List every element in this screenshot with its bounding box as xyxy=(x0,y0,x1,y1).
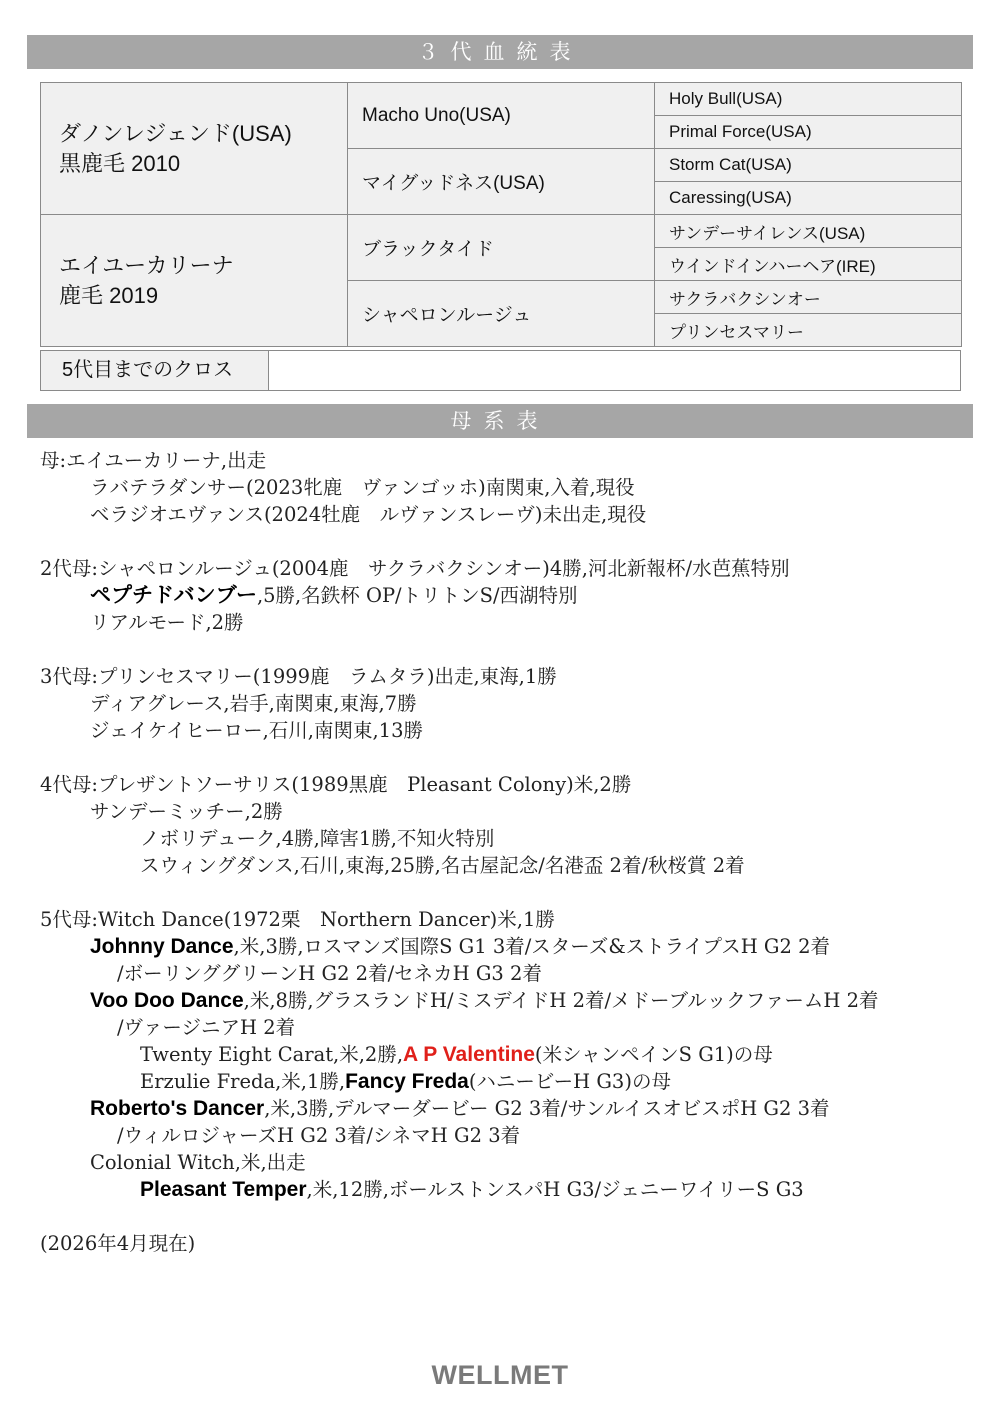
family-line-text: ,米,8勝,グラスランドH/ミスデイドH 2着/メドーブルックファームH 2着 xyxy=(243,989,879,1012)
family-line: ノボリデューク,4勝,障害1勝,不知火特別 xyxy=(140,827,495,850)
sire-name: ダノンレジェンド(USA) xyxy=(59,120,292,146)
family-line: 3代母:プリンセスマリー(1999鹿 ラムタラ)出走,東海,1勝 xyxy=(40,665,557,688)
family-line xyxy=(40,933,980,960)
family-line-text: (米シャンペインS G1)の母 xyxy=(534,1043,773,1066)
family-line: ジェイケイヒーロー,石川,南関東,13勝 xyxy=(90,719,423,742)
dam-sire-dam-cell: ウインドインハーヘア(IRE) xyxy=(655,248,962,281)
family-line xyxy=(40,1041,980,1068)
sire-dam-sire-cell: Storm Cat(USA) xyxy=(655,149,962,182)
dam-cell xyxy=(41,215,348,347)
family-line: サンデーミッチー,2勝 xyxy=(90,800,283,823)
dam-dam-cell: シャペロンルージュ xyxy=(348,281,655,347)
family-table xyxy=(40,447,980,1257)
family-line xyxy=(40,1068,980,1095)
highlighted-name: A P Valentine xyxy=(403,1043,535,1066)
family-line-text: Erzulie Freda,米,1勝, xyxy=(140,1070,346,1093)
sire-cell xyxy=(41,83,348,215)
family-line: リアルモード,2勝 xyxy=(90,611,244,634)
family-line: 4代母:プレザントソーサリス(1989黒鹿 Pleasant Colony)米,2勝 xyxy=(40,773,632,796)
family-line-text: (ハニービーH G3)の母 xyxy=(468,1070,671,1093)
sire-sire-dam-cell: Primal Force(USA) xyxy=(655,116,962,149)
dam-sire-sire-cell: サンデーサイレンス(USA) xyxy=(655,215,962,248)
pedigree-table xyxy=(40,82,962,347)
black-type-name: Roberto's Dancer xyxy=(90,1097,265,1120)
family-line: 母:エイユーカリーナ,出走 xyxy=(40,449,267,472)
family-line: /ボーリンググリーンH G2 2着/セネカH G3 2着 xyxy=(117,962,542,985)
pedigree-section-header: ３代血統表 xyxy=(27,35,973,69)
family-line-text: ,5勝,名鉄杯 OP/トリトンS/西湖特別 xyxy=(256,584,578,607)
family-section-header: 母系表 xyxy=(27,404,973,438)
black-type-name: Fancy Freda xyxy=(345,1070,469,1093)
family-line-text: ,米,3勝,ロスマンズ国際S G1 3着/スターズ&ストライプスH G2 2着 xyxy=(233,935,831,958)
dam-dam-dam-cell: プリンセスマリー xyxy=(655,314,962,347)
family-line: 2代母:シャペロンルージュ(2004鹿 サクラバクシンオー)4勝,河北新報杯/水芭蕉特別 xyxy=(40,557,790,580)
cross-value xyxy=(269,351,960,390)
sire-dam-dam-cell: Caressing(USA) xyxy=(655,182,962,215)
black-type-name: Voo Doo Dance xyxy=(90,989,244,1012)
family-line-text: ,米,3勝,デルマーダービー G2 3着/サンルイスオビスポH G2 3着 xyxy=(264,1097,830,1120)
family-line: /ウィルロジャーズH G2 3着/シネマH G2 3着 xyxy=(117,1124,521,1147)
family-line: Colonial Witch,米,出走 xyxy=(90,1151,306,1174)
family-line xyxy=(40,582,980,609)
family-line xyxy=(40,987,980,1014)
dam-dam-sire-cell: サクラバクシンオー xyxy=(655,281,962,314)
family-line: 5代母:Witch Dance(1972栗 Northern Dancer)米,1勝 xyxy=(40,908,555,931)
cross-row xyxy=(40,350,961,391)
sire-dam-cell: マイグッドネス(USA) xyxy=(348,149,655,215)
family-line: /ヴァージニアH 2着 xyxy=(117,1016,296,1039)
black-type-name: Pleasant Temper xyxy=(140,1178,307,1201)
as-of-note: (2026年4月現在) xyxy=(40,1232,196,1255)
family-line: ラバテラダンサー(2023牝鹿 ヴァンゴッホ)南関東,入着,現役 xyxy=(90,476,635,499)
dam-info: 鹿毛 2019 xyxy=(59,282,159,308)
sire-info: 黒鹿毛 2010 xyxy=(59,150,181,176)
sire-sire-sire-cell: Holy Bull(USA) xyxy=(655,83,962,116)
family-line xyxy=(40,1095,980,1122)
family-line: ディアグレース,岩手,南関東,東海,7勝 xyxy=(90,692,417,715)
family-line xyxy=(40,1176,980,1203)
family-line: スウィングダンス,石川,東海,25勝,名古屋記念/名港盃 2着/秋桜賞 2着 xyxy=(140,854,745,877)
black-type-name: ペプチドバンブー xyxy=(90,584,257,607)
cross-label: 5代目までのクロス xyxy=(41,351,269,390)
wellmet-logo: WELLMET xyxy=(431,1360,569,1390)
black-type-name: Johnny Dance xyxy=(90,935,234,958)
dam-name: エイユーカリーナ xyxy=(59,252,234,278)
dam-sire-cell: ブラックタイド xyxy=(348,215,655,281)
family-line: ベラジオエヴァンス(2024牡鹿 ルヴァンスレーヴ)未出走,現役 xyxy=(90,503,647,526)
family-line-text: Twenty Eight Carat,米,2勝, xyxy=(140,1043,404,1066)
family-line-text: ,米,12勝,ボールストンスパH G3/ジェニーワイリーS G3 xyxy=(306,1178,804,1201)
sire-sire-cell: Macho Uno(USA) xyxy=(348,83,655,149)
